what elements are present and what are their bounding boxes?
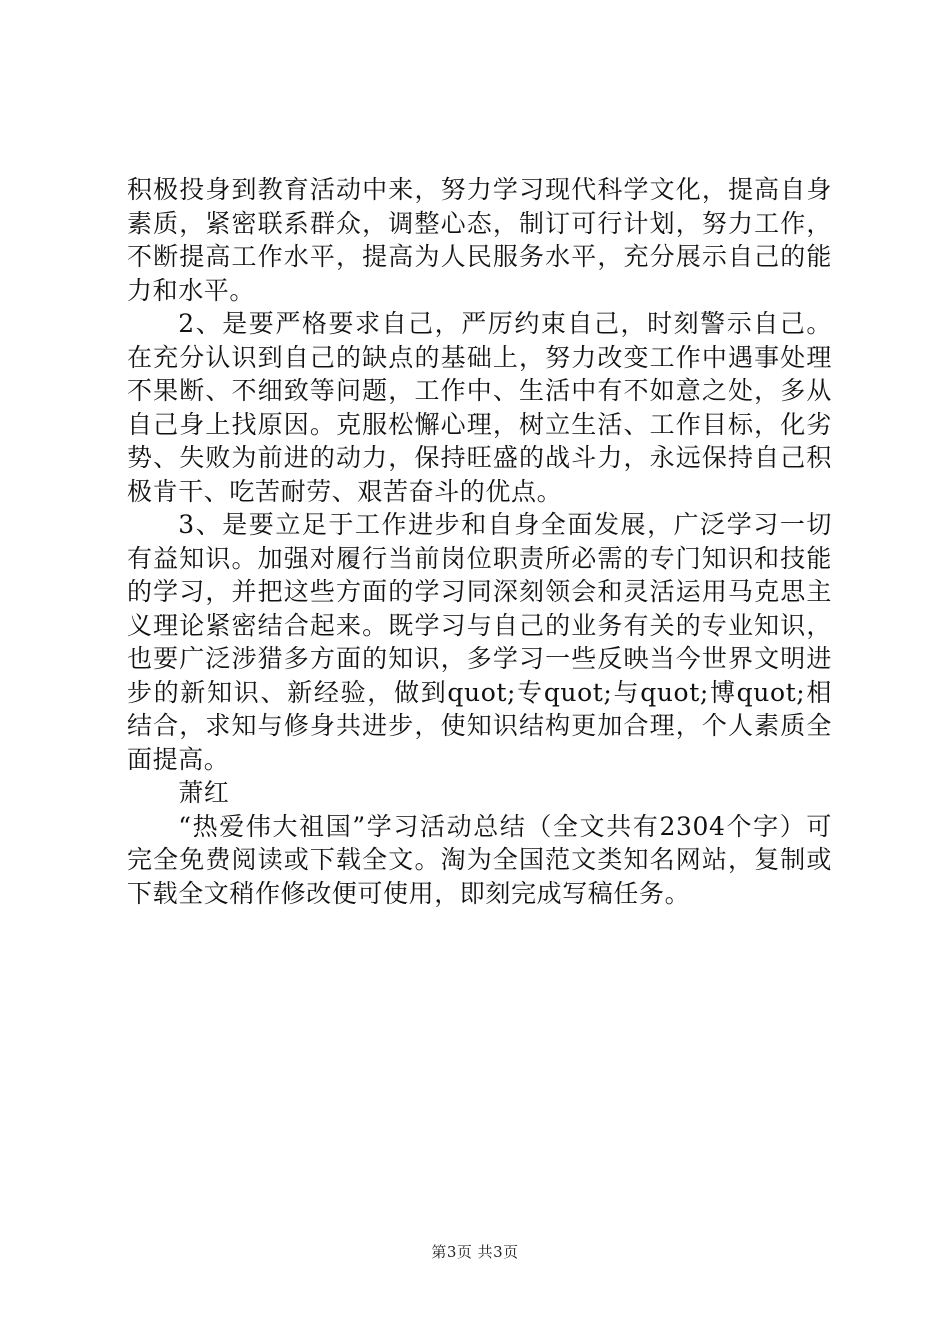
paragraph-intro-continuation: 积极投身到教育活动中来，努力学习现代科学文化，提高自身素质，紧密联系群众，调整心态，制订可行计划，努力工作，不断提高工作水平，提高为人民服务水平，充分展示自己的能力和水平。 bbox=[127, 175, 832, 305]
paragraph-site-notice: “热爱伟大祖国”学习活动总结（全文共有2304个字）可完全免费阅读或下载全文。淘为全国范文类知名网站，复制或下载全文稍作修改便可使用，即刻完成写稿任务。 bbox=[127, 811, 832, 908]
paragraph-point-2: 2、是要严格要求自己，严厉约束自己，时刻警示自己。在充分认识到自己的缺点的基础上，努力改变工作中遇事处理不果断、不细致等问题，工作中、生活中有不如意之处，多从自己身上找原因。克服松懈心理，树立生活、工作目标，化劣势、失败为前进的动力，保持旺盛的战斗力，永远保持自己积极肯干、吃苦耐劳、艰苦奋斗的优点。 bbox=[127, 309, 832, 506]
paragraph-author: 萧红 bbox=[178, 778, 230, 807]
document-body bbox=[127, 173, 832, 910]
paragraph-point-3: 3、是要立足于工作进步和自身全面发展，广泛学习一切有益知识。加强对履行当前岗位职责所必需的专门知识和技能的学习，并把这些方面的学习同深刻领会和灵活运用马克思主义理论紧密结合起来。既学习与自己的业务有关的专业知识，也要广泛涉猎多方面的知识，多学习一些反映当今世界文明进步的新知识、新经验，做到quot;专quot;与quot;博quot;相结合，求知与修身共进步，使知识结构更加合理，个人素质全面提高。 bbox=[127, 510, 832, 774]
page-footer: 第3页 共3页 bbox=[431, 1243, 519, 1261]
